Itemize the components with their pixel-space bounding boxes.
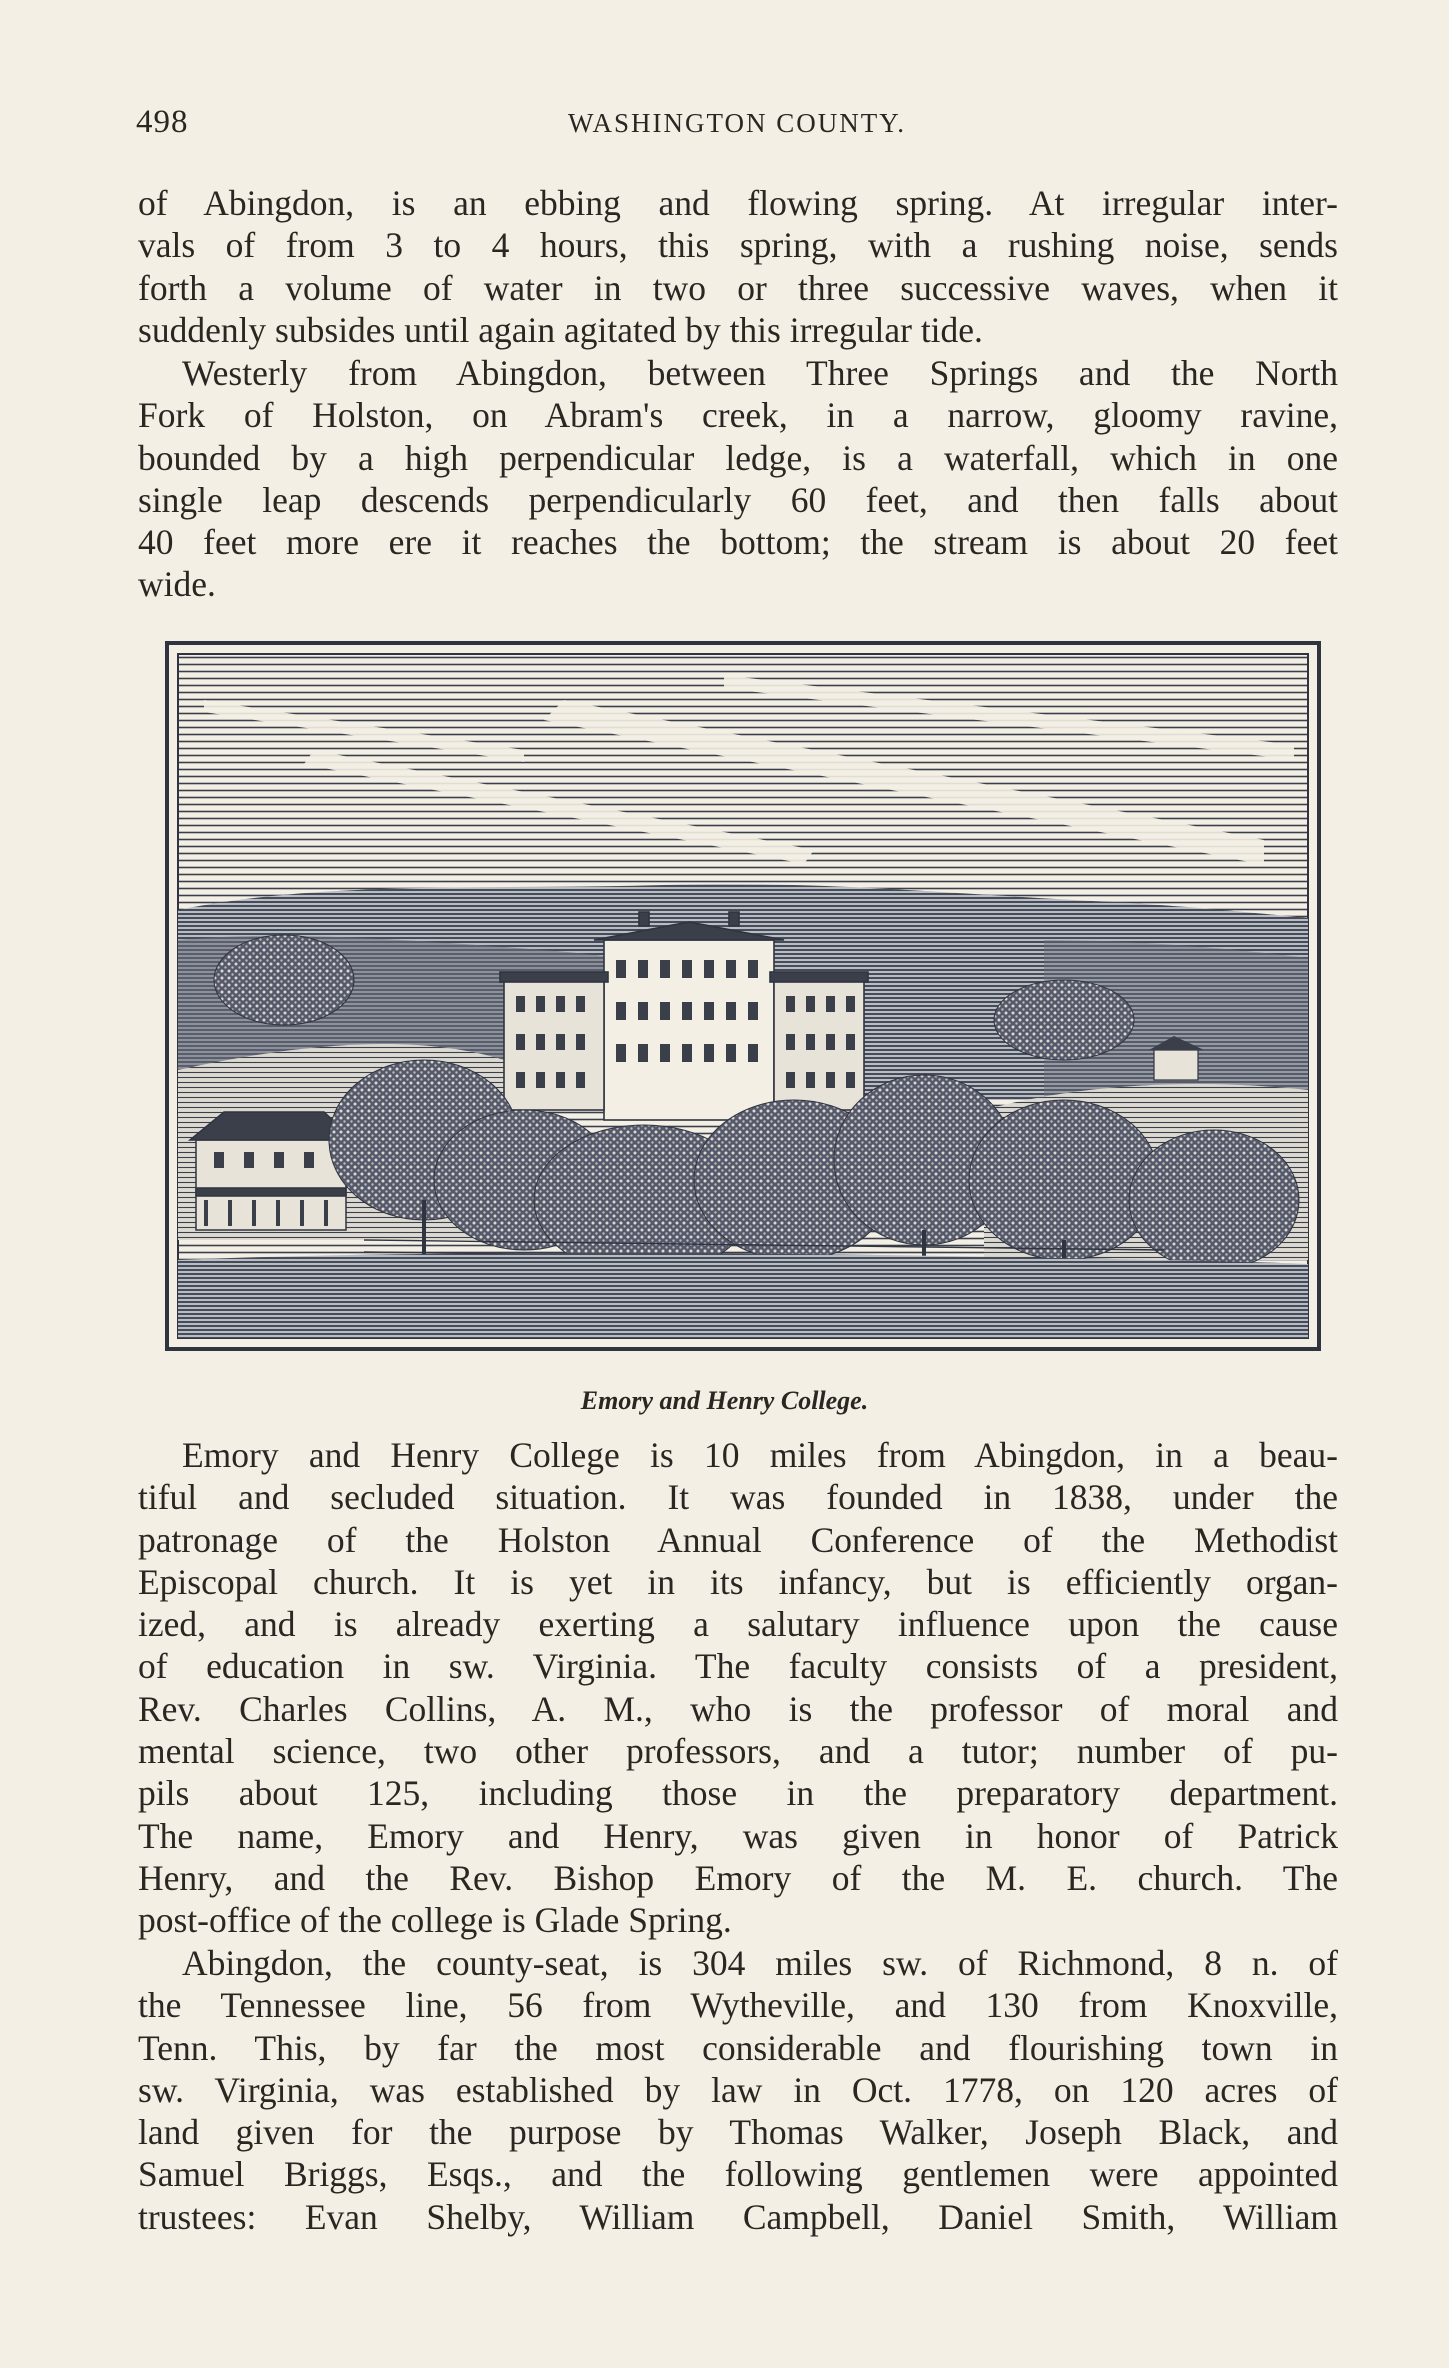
text-line: of Abingdon, is an ebbing and flowing spring. At irregular inter- (138, 183, 1338, 223)
text-line: of education in sw. Virginia. The faculty consists of a president, (138, 1646, 1338, 1687)
text-line: vals of from 3 to 4 hours, this spring, with a rushing noise, sends (138, 225, 1338, 266)
running-head (136, 104, 1338, 148)
running-title: WASHINGTON COUNTY. (567, 108, 906, 138)
text-line: Westerly from Abingdon, between Three Springs and the North (182, 353, 1338, 393)
text-line: Samuel Briggs, Esqs., and the following gentlemen were appointed (138, 2154, 1338, 2195)
text-line: Episcopal church. It is yet in its infancy, but is efficiently organ- (138, 1561, 1338, 1602)
text-line: bounded by a high perpendicular ledge, is a waterfall, which in one (138, 437, 1338, 478)
text-line: Tenn. This, by far the most considerable and flourishing town in (138, 2027, 1338, 2068)
paragraph-college (138, 1434, 1338, 1942)
text-line: trustees: Evan Shelby, William Campbell, Daniel Smith, William (138, 2196, 1338, 2237)
paragraph-abingdon (138, 1942, 1338, 2238)
text-line: Abingdon, the county-seat, is 304 miles sw. of Richmond, 8 n. of (182, 1943, 1338, 1983)
text-line: single leap descends perpendicularly 60 feet, and then falls about (138, 479, 1338, 520)
paragraph-waterfall (138, 352, 1338, 606)
text-line: Emory and Henry College is 10 miles from Abingdon, in a beau- (182, 1435, 1338, 1475)
text-line: forth a volume of water in two or three successive waves, when it (138, 267, 1338, 308)
text-line: sw. Virginia, was established by law in Oct. 1778, on 120 acres of (138, 2069, 1338, 2110)
paragraph-spring (138, 182, 1338, 351)
college-engraving (164, 640, 1322, 1352)
figure-caption: Emory and Henry College. (580, 1386, 869, 1415)
text-line: 40 feet more ere it reaches the bottom; the stream is about 20 feet (138, 522, 1338, 563)
text-line: the Tennessee line, 56 from Wytheville, and 130 from Knoxville, (138, 1985, 1338, 2026)
text-line: patronage of the Holston Annual Conference of the Methodist (138, 1519, 1338, 1560)
text-line: land given for the purpose by Thomas Walker, Joseph Black, and (138, 2112, 1338, 2153)
text-line: Henry, and the Rev. Bishop Emory of the M. E. church. The (138, 1857, 1338, 1898)
text-line: tiful and secluded situation. It was founded in 1838, under the (138, 1477, 1338, 1518)
text-line: mental science, two other professors, and a tutor; number of pu- (138, 1731, 1338, 1772)
page-number: 498 (136, 104, 189, 140)
text-line: wide. (138, 564, 216, 605)
text-line: post-office of the college is Glade Spring. (138, 1900, 732, 1941)
text-line: The name, Emory and Henry, was given in honor of Patrick (138, 1815, 1338, 1856)
text-line: ized, and is already exerting a salutary influence upon the cause (138, 1604, 1338, 1645)
text-line: Fork of Holston, on Abram's creek, in a narrow, gloomy ravine, (138, 395, 1338, 436)
text-line: pils about 125, including those in the preparatory department. (138, 1773, 1338, 1814)
text-line: Rev. Charles Collins, A. M., who is the professor of moral and (138, 1688, 1338, 1729)
text-line: suddenly subsides until again agitated by this irregular tide. (138, 309, 983, 350)
